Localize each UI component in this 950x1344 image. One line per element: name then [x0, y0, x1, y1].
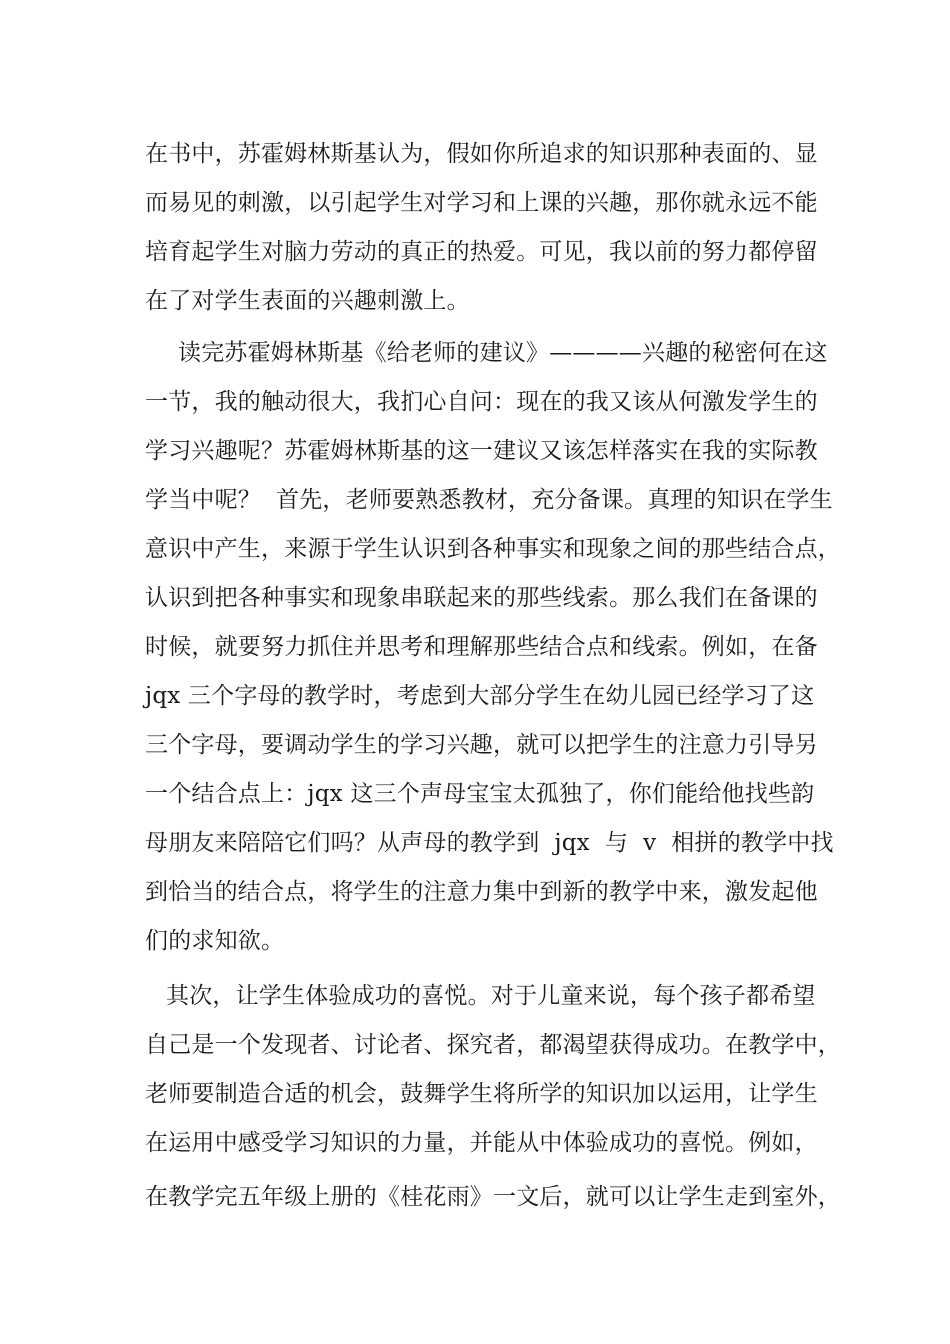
text-line: 而易见的刺激，以引起学生对学习和上课的兴趣，那你就永远不能	[145, 190, 818, 216]
text-line: 意识中产生，来源于学生认识到各种事实和现象之间的那些结合点，	[145, 536, 841, 562]
text-line: 三个字母，要调动学生的学习兴趣，就可以把学生的注意力引导另	[145, 732, 818, 758]
text-line: 在教学完五年级上册的《桂花雨》一文后，就可以让学生走到室外，	[145, 1184, 841, 1210]
text-line: 在运用中感受学习知识的力量，并能从中体验成功的喜悦。例如，	[145, 1130, 818, 1156]
text-line: 培育起学生对脑力劳动的真正的热爱。可见，我以前的努力都停留	[145, 239, 818, 265]
text-line: 老师要制造合适的机会，鼓舞学生将所学的知识加以运用，让学生	[145, 1081, 818, 1107]
text-line: 学习兴趣呢？苏霍姆林斯基的这一建议又该怎样落实在我的实际教	[145, 438, 818, 464]
text-line: 时候，就要努力抓住并思考和理解那些结合点和线索。例如，在备	[145, 634, 818, 660]
text-line: 学当中呢？ 首先，老师要熟悉教材，充分备课。真理的知识在学生	[145, 487, 833, 513]
text-line: 在书中，苏霍姆林斯基认为，假如你所追求的知识那种表面的、显	[145, 141, 818, 167]
text-line: 母朋友来陪陪它们吗？从声母的教学到 jqx 与 v 相拼的教学中找	[145, 830, 834, 856]
text-line: 到恰当的结合点，将学生的注意力集中到新的教学中来，激发起他	[145, 879, 818, 905]
text-line: 读完苏霍姆林斯基《给老师的建议》————兴趣的秘密何在这	[178, 340, 828, 366]
text-line: 认识到把各种事实和现象串联起来的那些线索。那么我们在备课的	[145, 585, 818, 611]
text-line: jqx 三个字母的教学时，考虑到大部分学生在幼儿园已经学习了这	[145, 683, 815, 709]
text-line: 在了对学生表面的兴趣刺激上。	[145, 288, 470, 314]
text-line: 一节，我的触动很大，我扪心自问：现在的我又该从何激发学生的	[145, 389, 818, 415]
text-line: 一个结合点上：jqx 这三个声母宝宝太孤独了，你们能给他找些韵	[145, 781, 815, 807]
text-line: 其次，让学生体验成功的喜悦。对于儿童来说，每个孩子都希望	[166, 983, 816, 1009]
text-line: 们的求知欲。	[145, 928, 285, 954]
text-line: 自己是一个发现者、讨论者、探究者，都渴望获得成功。在教学中，	[145, 1032, 841, 1058]
